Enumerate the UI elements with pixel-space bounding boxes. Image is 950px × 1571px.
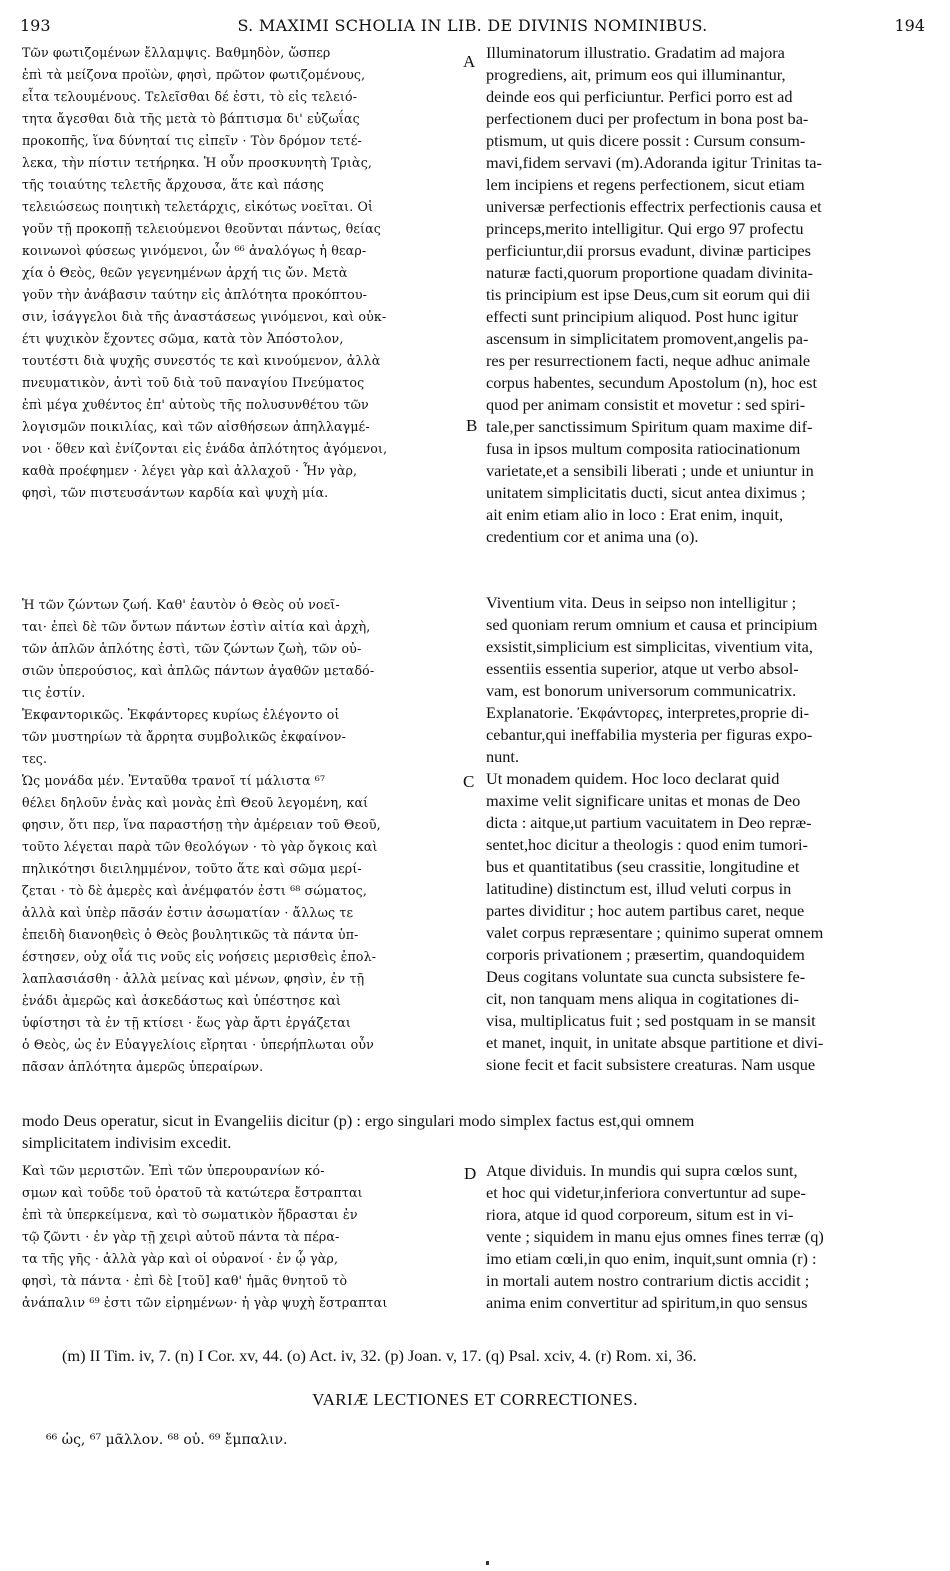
text-line: σμων καὶ τοῦδε τοῦ ὁρατοῦ τὰ κατώτερα ἔστραπται [22, 1185, 363, 1200]
text-line: progrediens, ait, primum eos qui illuminantur, [486, 65, 786, 84]
text-line: vente ; siquidem in manu ejus omnes fines terræ (q) [486, 1227, 824, 1246]
margin-letter-b: B [466, 416, 478, 435]
text-line: νοι · ὅθεν καὶ ἐνίζονται εἰς ἑνάδα ἁπλότητος ἀγόμενοι, [22, 441, 388, 456]
text-line: κοινωνοὶ φύσεως γινόμενοι, ὧν ⁶⁶ ἀναλόγως ἡ θεαρ- [22, 243, 367, 258]
text-line: et hoc qui videtur,inferiora convertuntur ad supe- [486, 1183, 806, 1202]
latin-column-block-1 [486, 42, 926, 548]
greek-column-block-3 [22, 1160, 460, 1314]
text-line: ἐπὶ μέγα χυθέντος ἐπ' αὐτοὺς τῆς πολυσυνθέτου τῶν [22, 397, 369, 412]
page-number-left: 193 [20, 16, 51, 35]
text-line: tis principium est ipse Deus,cum sit eorum qui dii [486, 285, 811, 304]
text-line: Atque dividuis. In mundis qui supra cœlos sunt, [486, 1161, 798, 1180]
text-line: ascensum in simplicitatem promovent,angelis pa- [486, 329, 809, 348]
text-line: χία ὁ Θεὸς, θεῶν γεγενημένων ἀρχή τις ὤν. Μετὰ [22, 265, 348, 280]
text-line: τουτέστι διὰ ψυχῆς συνεστός τε καὶ κινούμενον, ἀλλὰ [22, 353, 381, 368]
text-line: σιν, ἰσάγγελοι διὰ τῆς ἀναστάσεως γινόμενοι, καὶ οὐκ- [22, 309, 387, 324]
text-line: res per resurrectionem facti, neque adhuc animale [486, 351, 811, 370]
text-line: ἐπὶ τὰ ὑπερκείμενα, καὶ τὸ σωματικὸν ἥδρασται ἐν [22, 1207, 358, 1222]
text-line: Deus cogitans voluntate sua cuncta subsistere fe- [486, 967, 806, 986]
text-line: τῶν μυστηρίων τὰ ἄρρητα συμβολικῶς ἐκφαίνον- [22, 729, 346, 744]
stray-mark [486, 1561, 489, 1565]
text-line: πνευματικὸν, ἀντὶ τοῦ διὰ τοῦ παναγίου Πνεύματος [22, 375, 365, 390]
text-line: γοῦν τὴν ἀνάβασιν ταύτην εἰς ἁπλότητα προκόπτου- [22, 287, 368, 302]
text-line: perficiuntur,dii prorsus evadunt, divinæ participes [486, 241, 811, 260]
text-line: fusa in ipsos multum composita ratiocinationum [486, 439, 801, 458]
text-line: σιῶν ὑπερούσιος, καὶ ἁπλῶς πάντων ἀγαθῶν μεταδό- [22, 663, 375, 678]
text-line: Καὶ τῶν μεριστῶν. Ἐπὶ τῶν ὑπερουρανίων κό- [22, 1163, 325, 1178]
text-line: Viventium vita. Deus in seipso non intelligitur ; [486, 593, 797, 612]
text-line: in mortali autem nostro contrarium dictis accidit ; [486, 1271, 810, 1290]
text-line: τῆς τοιαύτης τελετῆς ἄρχουσα, ἅτε καὶ πάσης [22, 177, 324, 192]
text-line: anima enim convertitur ad spiritum,in quo sensus [486, 1293, 808, 1312]
text-line: bus et quantitatibus (seu crassitie, longitudine et [486, 857, 800, 876]
text-line: dicta : aitque,ut partium vacuitatem in Deo repræ- [486, 813, 812, 832]
text-line: έστησεν, οὐχ οἷά τις νοῦς εἰς νοήσεις μερισθεὶς ἐπολ- [22, 949, 377, 964]
full-width-line-2: simplicitatem indivisim excedit. [22, 1133, 232, 1152]
margin-letter-d: D [464, 1164, 477, 1183]
text-line: effecti sunt principium aliquod. Post hunc igitur [486, 307, 799, 326]
full-width-line-1: modo Deus operatur, sicut in Evangeliis dicitur (p) : ergo singulari modo simplex factus est,qui omnem [22, 1111, 695, 1130]
text-line: εἶτα τελουμένους. Τελεῖσθαι δέ ἐστι, τὸ εἰς τελειό- [22, 89, 358, 104]
text-line: corpus habentes, secundum Apostolum (n), hoc est [486, 373, 817, 392]
variae-lectiones-list: ⁶⁶ ὡς, ⁶⁷ μᾶλλον. ⁶⁸ οὐ. ⁶⁹ ἔμπαλιν. [46, 1432, 288, 1448]
running-header [20, 16, 925, 42]
text-line: πᾶσαν ἁπλότητα ἀμερῶς ὑπεραίρων. [22, 1059, 264, 1074]
text-line: sed quoniam rerum omnium et causa et principium [486, 615, 818, 634]
footnote-references: (m) II Tim. iv, 7. (n) I Cor. xv, 44. (o) Act. iv, 32. (p) Joan. v, 17. (q) Psal. xciv, 4. (r) Rom. xi, 36. [62, 1346, 697, 1365]
text-line: ὑφίστησι τὰ ἐν τῇ κτίσει · ἕως γὰρ ἄρτι ἐργάζεται [22, 1015, 351, 1030]
page-title: S. MAXIMI SCHOLIA IN LIB. DE DIVINIS NOMINIBUS. [237, 16, 708, 35]
text-line: φησὶ, τὰ πάντα · ἐπὶ δὲ [τοῦ] καθ' ἡμᾶς θνητοῦ τὸ [22, 1273, 348, 1288]
page-number-right: 194 [894, 16, 925, 35]
text-line: valet corpus repræsentare ; quinimo superat omnem [486, 923, 824, 942]
text-line: προκοπῆς, ἵνα δύνηταί τις εἰπεῖν · Τὸν δρόμον τετέ- [22, 133, 362, 148]
margin-letter-c: C [463, 772, 475, 791]
text-line: πηλικότησι διειλημμένον, τοῦτο ἅτε καὶ σῶμα μερί- [22, 861, 362, 876]
greek-column-block-1 [22, 42, 460, 504]
text-line: perfectionem duci per profectum in bona post ba- [486, 109, 809, 128]
text-line: τις ἐστίν. [22, 685, 86, 700]
text-line: τα τῆς γῆς · ἀλλὰ γὰρ καὶ οἱ οὐρανοί · ἐν ᾧ γὰρ, [22, 1251, 339, 1266]
text-line: cebantur,qui ineffabilia mysteria per figuras expo- [486, 725, 813, 744]
text-line: ἀνάπαλιν ⁶⁹ ἐστι τῶν εἰρημένων· ἡ γὰρ ψυχὴ ἔστραπται [22, 1295, 388, 1310]
text-line: Explanatorie. Ἐκφάντορες, interpretes,proprie di- [486, 703, 810, 722]
text-line: credentium cor et anima una (o). [486, 527, 699, 546]
variae-lectiones-title: VARIÆ LECTIONES ET CORRECTIONES. [312, 1390, 638, 1409]
text-line: nunt. [486, 747, 520, 766]
text-line: τητα ἄγεσθαι διὰ τῆς μετὰ τὸ βάπτισμα δι' εὐζωΐας [22, 111, 360, 126]
text-line: φησιν, ὅτι περ, ἵνα παραστήσῃ τὴν ἀμέρειαν τοῦ Θεοῦ, [22, 817, 381, 832]
text-line: exsistit,simplicium est simplicitas, viventium vita, [486, 637, 813, 656]
margin-letter-a: A [463, 52, 476, 71]
text-line: corporis privationem ; præsertim, quandoquidem [486, 945, 805, 964]
greek-column-block-2 [22, 594, 460, 1078]
text-line: ἀλλὰ καὶ ὑπὲρ πᾶσάν ἐστιν ἀσωματίαν · ἄλλως τε [22, 905, 354, 920]
text-line: lem incipiens et regens perfectionem, sicut etiam [486, 175, 805, 194]
latin-column-block-3 [486, 1160, 926, 1314]
text-line: Ut monadem quidem. Hoc loco declarat quid [486, 769, 780, 788]
text-line: maxime velit significare unitas et monas de Deo [486, 791, 801, 810]
text-line: naturæ facti,quorum proportione quadam divinita- [486, 263, 813, 282]
text-line: imo etiam cœli,in quo enim, inquit,sunt omnia (r) : [486, 1249, 817, 1268]
text-line: λεκα, τὴν πίστιν τετήρηκα. Ἡ οὖν προσκυνητὴ Τριὰς, [22, 155, 373, 170]
text-line: ται· ἐπεὶ δὲ τῶν ὄντων πάντων ἐστὶν αἰτία καὶ ἀρχὴ, [22, 619, 371, 634]
text-line: riora, atque id quod corporeum, situm est in vi- [486, 1205, 794, 1224]
text-line: φησὶ, τῶν πιστευσάντων καρδία καὶ ψυχὴ μία. [22, 485, 329, 500]
text-line: latitudine) distinctum est, illud veluti corpus in [486, 879, 792, 898]
text-line: ζεται · τὸ δὲ ἀμερὲς καὶ ἀνέμφατόν ἐστι ⁶⁸ σώματος, [22, 883, 367, 898]
text-line: ait enim etiam alio in loco : Erat enim, inquit, [486, 505, 784, 524]
text-line: sentet,hoc dicitur a theologis : quod enim tumori- [486, 835, 808, 854]
latin-column-block-2 [486, 592, 926, 1076]
text-line: princeps,merito intelligitur. Qui ergo 97 profectu [486, 219, 804, 238]
text-line: essentiis essentia superior, atque ut verbo absol- [486, 659, 799, 678]
text-line: tale,per sanctissimum Spiritum quam maxime dif- [486, 417, 813, 436]
text-line: visa, multiplicatus fuit ; sed postquam in se mansit [486, 1011, 816, 1030]
text-line: cit, non tanquam mens aliqua in cogitationes di- [486, 989, 799, 1008]
text-line: ἑνάδι ἀμερῶς καὶ ἀσκεδάστως καὶ ὑπέστησε καὶ [22, 993, 342, 1008]
text-line: quod per animam consistit et movetur : sed spiri- [486, 395, 806, 414]
text-line: θέλει δηλοῦν ἑνὰς καὶ μονὰς ἐπὶ Θεοῦ λεγομένη, καί [22, 795, 369, 810]
text-line: Ἡ τῶν ζώντων ζωή. Καθ' ἑαυτὸν ὁ Θεὸς οὐ νοεῖ- [22, 597, 340, 612]
text-line: unitatem simplicitatis ducti, sicut antea diximus ; [486, 483, 806, 502]
text-line: λαπλασιάσθη · ἀλλὰ μείνας καὶ μένων, φησὶν, ἐν τῇ [22, 971, 365, 986]
text-line: Τῶν φωτιζομένων ἔλλαμψις. Βαθμηδὸν, ὥσπερ [22, 45, 331, 60]
text-line: et manet, inquit, in unitate absque partitione et divi- [486, 1033, 824, 1052]
text-line: έτι ψυχικὸν ἔχοντες σῶμα, κατὰ τὸν Ἀπόστολον, [22, 331, 344, 346]
text-line: Illuminatorum illustratio. Gradatim ad majora [486, 43, 785, 62]
text-line: Ὡς μονάδα μέν. Ἐνταῦθα τρανοῖ τί μάλιστα ⁶⁷ [22, 773, 326, 788]
text-line: τοῦτο λέγεται παρὰ τῶν θεολόγων · τὸ γὰρ ὄγκοις καὶ [22, 839, 378, 854]
text-line: τῷ ζῶντι · ἐν γὰρ τῇ χειρὶ αὐτοῦ πάντα τὰ πέρα- [22, 1229, 340, 1244]
text-line: mavi,fidem servavi (m).Adoranda igitur Trinitas ta- [486, 153, 822, 172]
text-line: sione fecit et facit subsistere creaturas. Nam usque [486, 1055, 816, 1074]
text-line: universæ perfectionis effectrix perfectionis causa et [486, 197, 822, 216]
text-line: τελειώσεως ποιητικὴ τελετάρχις, εἰκότως νοεῖται. Οἱ [22, 199, 374, 214]
text-line: τες. [22, 751, 48, 766]
text-line: ὁ Θεὸς, ὡς ἐν Εὐαγγελίοις εἴρηται · ὑπερήπλωται οὖν [22, 1037, 374, 1052]
text-line: τῶν ἁπλῶν ἁπλότης ἐστὶ, τῶν ζώντων ζωὴ, τῶν οὐ- [22, 641, 362, 656]
text-line: deinde eos qui perficiuntur. Perfici porro est ad [486, 87, 793, 106]
text-line: ptismum, ut quis dicere possit : Cursum consum- [486, 131, 806, 150]
text-line: vam, est bonorum universorum communicatrix. [486, 681, 797, 700]
text-line: ἐπειδὴ διανοηθεὶς ὁ Θεὸς βουλητικῶς τὰ πάντα ὑπ- [22, 927, 359, 942]
text-line: λογισμῶν ποικιλίας, καὶ τῶν αἰσθήσεων ἀπηλλαγμέ- [22, 419, 370, 434]
text-line: partes dividitur ; hoc autem partibus caret, neque [486, 901, 805, 920]
text-line: καθὰ προέφημεν · λέγει γὰρ καὶ ἀλλαχοῦ · Ἦν γὰρ, [22, 463, 358, 478]
text-line: ἐπὶ τὰ μείζονα προϊὼν, φησὶ, πρῶτον φωτιζομένους, [22, 67, 366, 82]
text-line: γοῦν τῇ προκοπῇ τελειούμενοι θεοῦνται πάντως, θείας [22, 221, 381, 236]
text-line: varietate,et a sensibili liberati ; unde et uniuntur in [486, 461, 814, 480]
text-line: Ἐκφαντορικῶς. Ἐκφάντορες κυρίως ἐλέγοντο οἱ [22, 707, 340, 722]
